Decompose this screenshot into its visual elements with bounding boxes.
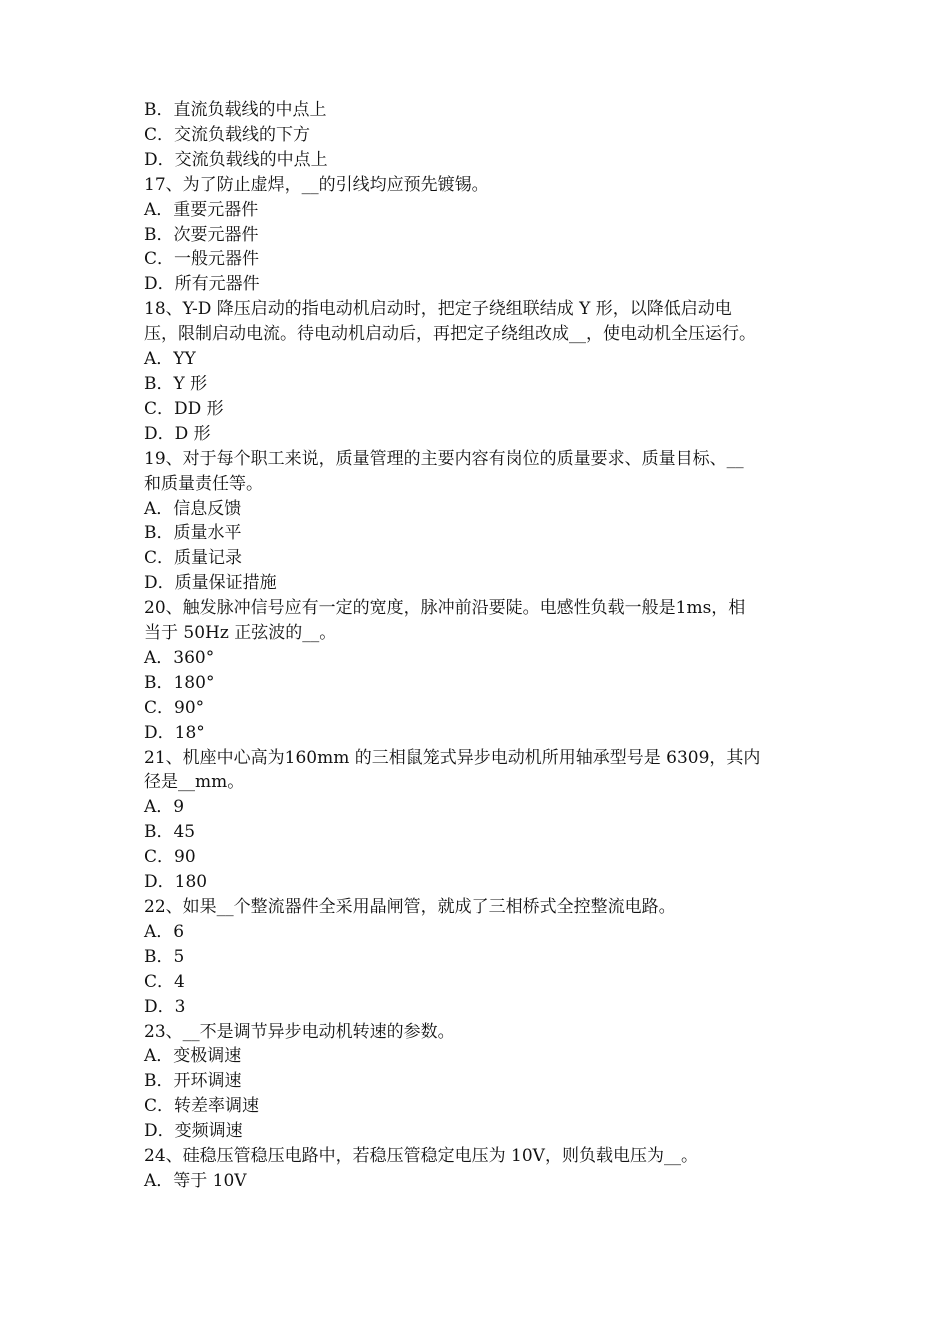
option-line: A．信息反馈	[144, 498, 242, 519]
option-line: D．D 形	[144, 423, 211, 444]
option-line: B．次要元器件	[144, 224, 259, 245]
question-line: 20、触发脉冲信号应有一定的宽度，脉冲前沿要陡。电感性负载一般是1ms，相	[144, 598, 746, 619]
option-line: D．3	[144, 996, 186, 1017]
text-line: B．直流负载线的中点上	[144, 100, 327, 120]
option-line: B．5	[144, 946, 185, 967]
option-line: A．重要元器件	[144, 199, 259, 220]
option-line: C．一般元器件	[144, 249, 260, 270]
option-line: B．45	[144, 822, 196, 843]
question-line: 19、对于每个职工来说，质量管理的主要内容有岗位的质量要求、质量目标、__	[144, 448, 744, 469]
option-line: A．变极调速	[144, 1046, 242, 1067]
option-line: C．DD 形	[144, 398, 224, 419]
option-line: C．90°	[144, 697, 205, 718]
question-line: 17、为了防止虚焊，__的引线均应预先镀锡。	[144, 174, 489, 195]
option-line: C．90	[144, 847, 196, 868]
text-line: C．交流负载线的下方	[144, 124, 311, 145]
option-line: A．6	[144, 921, 185, 942]
option-line: C．4	[144, 971, 185, 992]
option-line: A．YY	[144, 349, 196, 370]
option-line: D．所有元器件	[144, 274, 260, 295]
question-line: 24、硅稳压管稳压电路中，若稳压管稳定电压为 10V，则负载电压为__。	[144, 1146, 698, 1167]
option-line: A．9	[144, 797, 185, 818]
question-line: 和质量责任等。	[144, 473, 263, 494]
option-line: C．转差率调速	[144, 1096, 260, 1117]
option-line: B．质量水平	[144, 523, 242, 544]
question-line: 当于 50Hz 正弦波的__。	[144, 623, 337, 644]
option-line: D．180	[144, 872, 208, 893]
text-line: D．交流负载线的中点上	[144, 149, 328, 170]
option-line: A．等于 10V	[144, 1170, 247, 1191]
option-line: D．质量保证措施	[144, 573, 277, 594]
option-line: B．180°	[144, 672, 215, 693]
question-line: 18、Y-D 降压启动的指电动机启动时，把定子绕组联结成 Y 形，以降低启动电	[144, 299, 732, 320]
option-line: B．Y 形	[144, 373, 208, 394]
option-line: D．18°	[144, 722, 205, 743]
question-line: 21、机座中心高为160mm 的三相鼠笼式异步电动机所用轴承型号是 6309，其内	[144, 747, 761, 768]
question-line: 22、如果__个整流器件全采用晶闸管，就成了三相桥式全控整流电路。	[144, 897, 676, 917]
option-line: C．质量记录	[144, 548, 243, 569]
document-page	[144, 98, 814, 1194]
question-line: 压，限制启动电流。待电动机启动后，再把定子绕组改成__，使电动机全压运行。	[144, 324, 756, 345]
option-line: B．开环调速	[144, 1071, 242, 1092]
question-line: 径是__mm。	[144, 772, 245, 793]
option-line: D．变频调速	[144, 1121, 243, 1142]
option-line: A．360°	[144, 647, 215, 668]
question-line: 23、__不是调节异步电动机转速的参数。	[144, 1021, 455, 1042]
